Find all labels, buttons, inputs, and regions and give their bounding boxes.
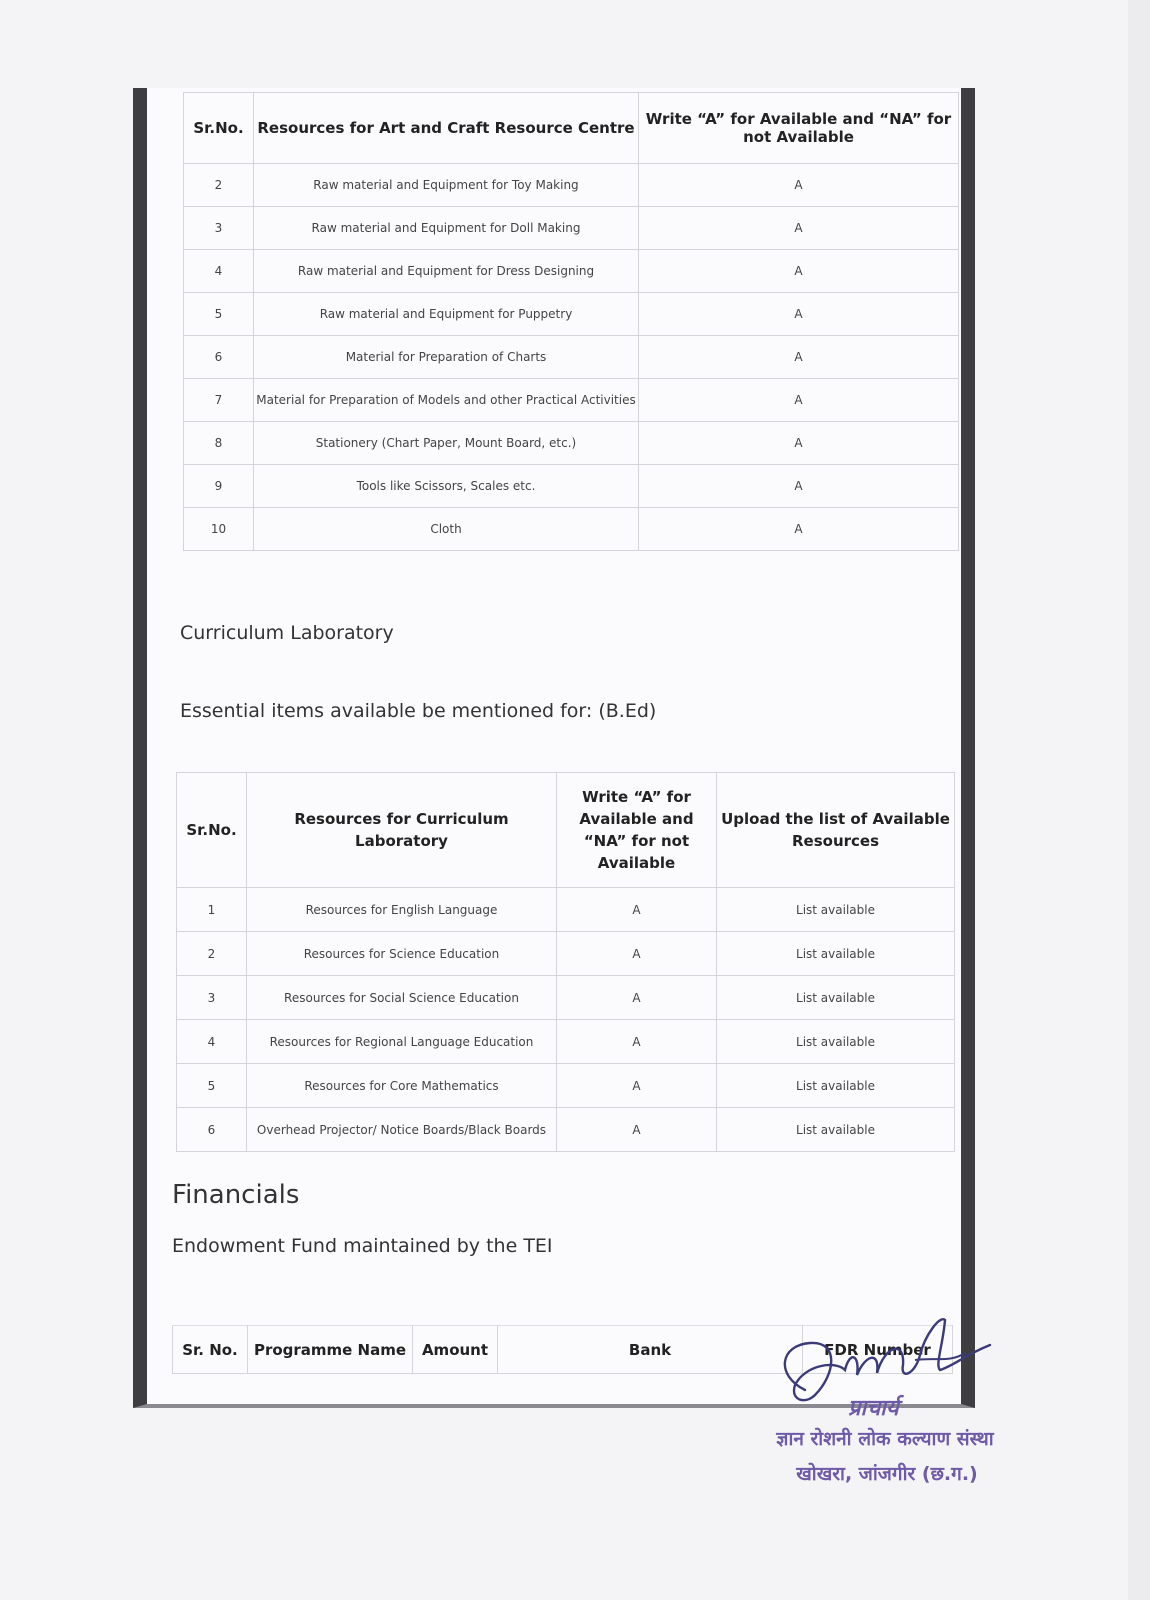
cell-availability: A [639,508,959,551]
table-header-row [184,93,959,164]
cell-sr-no: 4 [177,1020,247,1064]
cell-availability: A [557,888,717,932]
cell-resource: Tools like Scissors, Scales etc. [254,465,639,508]
cell-sr-no: 8 [184,422,254,465]
table-row [184,250,959,293]
cell-resource: Raw material and Equipment for Doll Making [254,207,639,250]
table-row [177,1064,955,1108]
cell-list-status: List available [717,1064,955,1108]
table-row [184,164,959,207]
section-subheading-endowment: Endowment Fund maintained by the TEI [172,1235,553,1257]
table-row [177,932,955,976]
cell-sr-no: 6 [177,1108,247,1152]
stamp-organization-name: ज्ञान रोशनी लोक कल्याण संस्था [776,1428,994,1450]
table-row [177,976,955,1020]
cell-list-status: List available [717,932,955,976]
table-row [177,888,955,932]
section-subheading-essential-items: Essential items available be mentioned for: (B.Ed) [180,700,657,722]
header-programme-name: Programme Name [248,1326,413,1374]
table-header-row [177,773,955,888]
cell-list-status: List available [717,1020,955,1064]
cell-resource: Raw material and Equipment for Puppetry [254,293,639,336]
header-amount: Amount [413,1326,498,1374]
cell-list-status: List available [717,1108,955,1152]
cell-resource: Material for Preparation of Charts [254,336,639,379]
header-availability: Write “A” for Available and “NA” for not Available [557,773,717,888]
cell-sr-no: 2 [177,932,247,976]
cell-sr-no: 5 [177,1064,247,1108]
cell-availability: A [639,207,959,250]
table-row [184,379,959,422]
cell-sr-no: 10 [184,508,254,551]
cell-resource: Resources for Core Mathematics [247,1064,557,1108]
cell-availability: A [557,1020,717,1064]
cell-availability: A [639,465,959,508]
header-fdr-number: FDR Number [803,1326,953,1374]
header-resources: Resources for Art and Craft Resource Centre [254,93,639,164]
cell-sr-no: 3 [177,976,247,1020]
cell-sr-no: 4 [184,250,254,293]
header-sr-no: Sr.No. [184,93,254,164]
cell-resource: Resources for Social Science Education [247,976,557,1020]
header-availability: Write “A” for Available and “NA” for not Available [639,93,959,164]
cell-resource: Cloth [254,508,639,551]
cell-resource: Overhead Projector/ Notice Boards/Black Boards [247,1108,557,1152]
header-sr-no: Sr.No. [177,773,247,888]
curriculum-table [176,772,955,1152]
table-row [184,465,959,508]
header-sr-no: Sr. No. [173,1326,248,1374]
cell-availability: A [557,1064,717,1108]
cell-sr-no: 9 [184,465,254,508]
header-resources: Resources for Curriculum Laboratory [247,773,557,888]
cell-availability: A [557,1108,717,1152]
scan-edge [1128,0,1150,1600]
table-row [184,422,959,465]
cell-resource: Resources for Regional Language Education [247,1020,557,1064]
cell-availability: A [557,976,717,1020]
cell-sr-no: 1 [177,888,247,932]
table-row [177,1108,955,1152]
cell-resource: Raw material and Equipment for Toy Making [254,164,639,207]
cell-resource: Resources for Science Education [247,932,557,976]
cell-availability: A [557,932,717,976]
section-heading-financials: Financials [172,1180,300,1210]
header-upload-list: Upload the list of Available Resources [717,773,955,888]
cell-availability: A [639,293,959,336]
stamp-principal-title: प्राचार्य [848,1396,899,1421]
cell-sr-no: 6 [184,336,254,379]
section-heading-curriculum: Curriculum Laboratory [180,622,394,644]
cell-resource: Material for Preparation of Models and other Practical Activities [254,379,639,422]
cell-list-status: List available [717,976,955,1020]
cell-sr-no: 5 [184,293,254,336]
stamp-location: खोखरा, जांजगीर (छ.ग.) [796,1463,978,1485]
table-row [184,336,959,379]
cell-resource: Raw material and Equipment for Dress Designing [254,250,639,293]
table-row [177,1020,955,1064]
header-bank: Bank [498,1326,803,1374]
cell-list-status: List available [717,888,955,932]
cell-availability: A [639,250,959,293]
cell-availability: A [639,336,959,379]
cell-sr-no: 2 [184,164,254,207]
cell-availability: A [639,379,959,422]
cell-sr-no: 3 [184,207,254,250]
table-row [184,293,959,336]
cell-availability: A [639,422,959,465]
cell-availability: A [639,164,959,207]
cell-sr-no: 7 [184,379,254,422]
art-craft-table [183,92,959,551]
cell-resource: Resources for English Language [247,888,557,932]
cell-resource: Stationery (Chart Paper, Mount Board, etc.) [254,422,639,465]
table-row [184,508,959,551]
table-row [184,207,959,250]
